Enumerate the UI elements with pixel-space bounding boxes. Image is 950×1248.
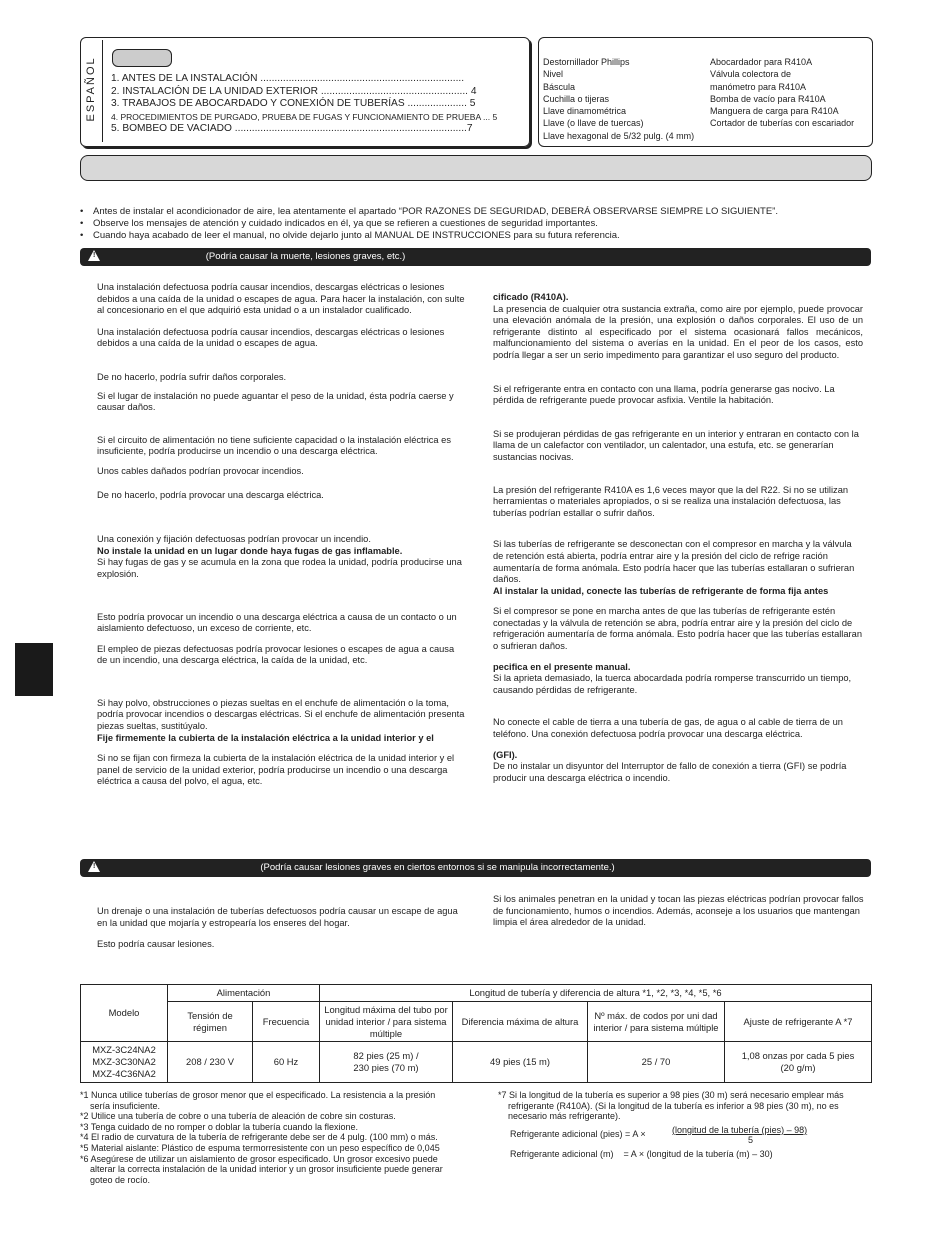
- model-name: MXZ-3C30NA2: [92, 1056, 156, 1068]
- caution-triangle-icon: !: [88, 861, 100, 872]
- intro-item: • Observe los mensajes de atención y cuidado indicados en él, ya que se refieren a cuestiones de seguridad importantes.: [80, 218, 870, 230]
- tool-item: Válvula colectora de: [710, 69, 792, 80]
- tool-item: Abocardador para R410A: [710, 57, 813, 67]
- warning-banner-text: (Podría causar la muerte, lesiones graves, etc.): [205, 251, 406, 262]
- toc-item[interactable]: 1. ANTES DE LA INSTALACIÓN ........................................................................: [111, 73, 465, 84]
- cell-line: 1,08 onzas por cada 5 pies: [741, 1050, 855, 1062]
- caution-left-column: [97, 906, 467, 951]
- caution-banner: [80, 859, 871, 877]
- table-cell: [81, 1042, 168, 1083]
- warning-paragraph: Si el lugar de instalación no puede aguantar el peso de la unidad, ésta podría caerse y causar daños.: [97, 390, 454, 413]
- cell-line: 230 pies (70 m): [353, 1062, 419, 1074]
- formula-label: Refrigerante adicional (pies) = A ×: [510, 1128, 646, 1139]
- warning-paragraph: De no hacerlo, podría provocar una descarga eléctrica.: [97, 489, 324, 500]
- table-cell: 60 Hz: [253, 1042, 320, 1083]
- warning-heading: pecifica en el presente manual.: [493, 661, 631, 672]
- warning-triangle-icon: !: [88, 250, 100, 261]
- footnote: *5 Material aislante: Plástico de espuma termorresistente con un peso específico de 0,045: [80, 1142, 440, 1153]
- table-header: Longitud máxima del tubo por unidad interior / para sistema múltiple: [320, 1001, 453, 1042]
- caution-banner-text: (Podría causar lesiones graves en ciertos entornos si se manipula incorrectamente.): [260, 862, 615, 873]
- footnote: *7 Si la longitud de la tubería es superior a 98 pies (30 m) será necesario emplear más refrigerante (R410A). (Si la longitud de la tubería es inferior a 98 pies (30 m), no es necesario más refrigerante).: [498, 1090, 844, 1122]
- tool-item: Bomba de vacío para R410A: [710, 93, 826, 104]
- intro-item: • Cuando haya acabado de leer el manual, no olvide dejarlo junto al MANUAL DE INSTRUCCIONES para su futura referencia.: [80, 230, 870, 242]
- warning-paragraph: De no instalar un disyuntor del Interruptor de fallo de conexión a tierra (GFI) se podría producir una descarga eléctrica o incendio.: [493, 761, 847, 783]
- caution-right-column: [493, 894, 865, 929]
- tools-right-list: [710, 56, 870, 130]
- formula-feet: [498, 1125, 872, 1149]
- warning-paragraph: Si las tuberías de refrigerante se desconectan con el compresor en marcha y la válvula de retención está abierta, podría entrar aire y la presión del ciclo de refrige ración aumentaría de forma anómala. Esto podría hacer que las tuberías estallaran o sufrieran daños.: [493, 539, 855, 585]
- table-header: Tensión de régimen: [168, 1001, 253, 1042]
- table-cell: 208 / 230 V: [168, 1042, 253, 1083]
- warning-paragraph: La presencia de cualquier otra sustancia extraña, como aire por ejemplo, puede provocar una elevación anómala de la presión, una explosión o daños corporales. El uso de un refrigerante distinto al especificado por el sistema ocasionará fallos mecánicos, malfuncionamiento del sistema o averías en la unidad. En el peor de los casos, esto podría llegar a ser un serio impedimento para garantizar el uso seguro del producto.: [493, 303, 863, 360]
- tool-item: Cortador de tuberías con escariador: [710, 118, 855, 129]
- warning-heading: Fije firmemente la cubierta de la instalación eléctrica a la unidad interior y el: [97, 732, 434, 743]
- table-cell: [725, 1042, 872, 1083]
- tool-item: Llave hexagonal de 5/32 pulg. (4 mm): [543, 130, 695, 141]
- chapter-tab: [15, 643, 53, 696]
- tool-item: Nivel: [543, 69, 564, 80]
- warning-paragraph: De no hacerlo, podría sufrir daños corporales.: [97, 371, 287, 382]
- table-header: Alimentación: [168, 985, 320, 1002]
- warning-paragraph: Si el circuito de alimentación no tiene suficiente capacidad o la instalación eléctrica es insuficiente, podría producirse un incendio o una descarga eléctrica.: [97, 434, 451, 457]
- table-header: Ajuste de refrigerante A *7: [725, 1001, 872, 1042]
- footnote: *2 Utilice una tubería de cobre o una tubería de aleación de cobre sin costuras.: [80, 1111, 396, 1122]
- footnotes-left: [80, 1090, 455, 1185]
- toc-item[interactable]: 2. INSTALACIÓN DE LA UNIDAD EXTERIOR .................................................... 4: [111, 85, 477, 97]
- language-tab: [82, 40, 102, 144]
- warning-heading: No instale la unidad en un lugar donde haya fugas de gas inflamable.: [97, 545, 403, 556]
- tools-left-list: [543, 56, 708, 142]
- warning-heading: Al instalar la unidad, conecte las tuberías de refrigerante de forma fija antes: [493, 585, 829, 596]
- table-row: [81, 1042, 872, 1083]
- toc-title-pill: [112, 49, 172, 67]
- warning-paragraph: Una conexión y fijación defectuosas podrían provocar un incendio.: [97, 534, 371, 545]
- warning-paragraph: Una instalación defectuosa podría causar incendios, descargas eléctricas o lesiones debidos a una caída de la unidad o escapes de agua. Para hacer la instalación, con sulte al concesionario en el que adquirió esta unidad o a un instalador cualificado.: [97, 282, 465, 316]
- tool-item: Manguera de carga para R410A: [710, 106, 839, 117]
- warning-paragraph: Una instalación defectuosa podría causar incendios, descargas eléctricas o lesiones debidos a una caída de la unidad o escapes de agua.: [97, 326, 445, 349]
- model-name: MXZ-3C24NA2: [92, 1044, 156, 1056]
- toc-item[interactable]: 3. TRABAJOS DE ABOCARDADO Y CONEXIÓN DE TUBERÍAS ..................... 5: [111, 98, 476, 109]
- intro-list: [80, 206, 870, 242]
- caution-paragraph: Un drenaje o una instalación de tuberías defectuosos podría causar un escape de agua en la unidad que mojaría y estropearía los enseres del hogar.: [97, 906, 458, 928]
- toc-divider: [102, 40, 103, 142]
- cell-line: (20 g/m): [780, 1062, 816, 1074]
- warning-paragraph: El empleo de piezas defectuosas podría provocar lesiones o escapes de agua a causa de un incendio, una descarga eléctrica, la caída de la unidad, etc.: [97, 643, 455, 666]
- warning-paragraph: Esto podría provocar un incendio o una descarga eléctrica a causa de un contacto o un aislamiento defectuoso, un exceso de corriente, etc.: [97, 611, 457, 634]
- model-name: MXZ-4C36NA2: [92, 1068, 156, 1080]
- footnotes-right: [498, 1090, 872, 1159]
- intro-item: • Antes de instalar el acondicionador de aire, lea atentamente el apartado “POR RAZONES DE SEGURIDAD, DEBERÁ OBSERVARSE SIEMPRE LO SIGUIENTE”.: [80, 206, 870, 218]
- toc-item[interactable]: 4. PROCEDIMIENTOS DE PURGADO, PRUEBA DE FUGAS Y FUNCIONAMIENTO DE PRUEBA ... 5: [111, 111, 498, 122]
- table-header: Diferencia máxima de altura: [453, 1001, 588, 1042]
- tool-item: Destornillador Phillips: [543, 57, 630, 67]
- section-header-bar: [80, 155, 872, 181]
- footnote: *6 Asegúrese de utilizar un aislamiento de grosor especificado. Un grosor excesivo puede alterar la correcta instalación de la unidad interior y un grosor insuficiente puede generar goteo de rocío.: [80, 1153, 443, 1185]
- toc-item[interactable]: 5. BOMBEO DE VACIADO ..................................................................................7: [111, 123, 473, 134]
- formula-numerator: (longitud de la tubería (pies) – 98): [672, 1124, 808, 1135]
- warning-paragraph: Si el refrigerante entra en contacto con una llama, podría generarse gas nocivo. La pérdida de refrigerante puede provocar asfixia. Ventile la habitación.: [493, 383, 835, 406]
- footnote: *1 Nunca utilice tuberías de grosor menor que el especificado. La resistencia a la presión sería insuficiente.: [80, 1090, 436, 1111]
- warning-paragraph: Si hay fugas de gas y se acumula en la zona que rodea la unidad, podría producirse una explosión.: [97, 557, 462, 579]
- warning-paragraph: No conecte el cable de tierra a una tubería de gas, de agua o al cable de tierra de un teléfono. Una conexión defectuosa podría provocar una descarga eléctrica.: [493, 717, 843, 740]
- footnote: *3 Tenga cuidado de no romper o doblar la tubería cuando la flexione.: [80, 1121, 359, 1132]
- table-header: Longitud de tubería y diferencia de altura *1, *2, *3, *4, *5, *6: [320, 985, 872, 1002]
- table-cell: 25 / 70: [588, 1042, 725, 1083]
- table-header: Frecuencia: [253, 1001, 320, 1042]
- warning-left-column: [97, 282, 467, 788]
- warning-paragraph: Si no se fijan con firmeza la cubierta de la instalación eléctrica de la unidad interior y el panel de servicio de la unidad exterior, podría producirse un incendio o una descarga eléctrica a causa del polvo, el agua, etc.: [97, 753, 455, 787]
- warning-heading: (GFI).: [493, 749, 518, 760]
- warning-paragraph: Si hay polvo, obstrucciones o piezas sueltas en el enchufe de alimentación o la toma, podría provocar incendios o descargas eléctricas. Si el enchufe de alimentación presenta piezas sueltas, sustitúyalo.: [97, 697, 465, 732]
- warning-banner: [80, 248, 871, 266]
- table-cell: 49 pies (15 m): [453, 1042, 588, 1083]
- spec-table: [80, 984, 872, 1083]
- tool-item: manómetro para R410A: [710, 81, 807, 92]
- caution-paragraph: Si los animales penetran en la unidad y tocan las piezas eléctricas podrían provocar fallos de funcionamiento, humos o incendios. Además, aconseje a los usuarios que mantengan limpia el área alrededor de la unidad.: [493, 894, 864, 928]
- tool-item: Llave (o llave de tuercas): [543, 118, 644, 129]
- warning-paragraph: Si la aprieta demasiado, la tuerca abocardada podría romperse transcurrido un tiempo, causando pérdidas de refrigerante.: [493, 673, 852, 695]
- warning-paragraph: Si se produjeran pérdidas de gas refrigerante en un interior y entraran en contacto con la llama de un calefactor con ventilador, un calentador, una estufa, etc. se generarían sustancias nocivas.: [493, 428, 859, 462]
- warning-paragraph: La presión del refrigerante R410A es 1,6 veces mayor que la del R22. Si no se utilizan herramientas o materiales apropiados, o si se realiza una instalación defectuosa, las tuberías podrían estallar o sufrir daños.: [493, 484, 849, 518]
- table-header: Modelo: [81, 985, 168, 1042]
- footnote: *4 El radio de curvatura de la tubería de refrigerante debe ser de 4 pulg. (100 mm) o más.: [80, 1132, 438, 1143]
- warning-paragraph: Si el compresor se pone en marcha antes de que las tuberías de refrigerante estén conectadas y la válvula de retención se abra, podría entrar aire y la presión del ciclo de refrigeración aumentaría de forma anómala. Esto podría hacer que las tuberías estallaran o sufrieran daños.: [493, 606, 862, 652]
- formula-meters: Refrigerante adicional (m) = A × (longitud de la tubería (m) – 30): [510, 1148, 773, 1159]
- cell-line: 82 pies (25 m) /: [353, 1050, 419, 1062]
- table-cell: [320, 1042, 453, 1083]
- table-header: Nº máx. de codos por uni dad interior / para sistema múltiple: [588, 1001, 725, 1042]
- caution-paragraph: Esto podría causar lesiones.: [97, 939, 215, 950]
- warning-paragraph: Unos cables dañados podrían provocar incendios.: [97, 465, 304, 476]
- formula-denominator: 5: [748, 1134, 754, 1145]
- tool-item: Cuchilla o tijeras: [543, 93, 610, 104]
- warning-heading: cificado (R410A).: [493, 292, 569, 302]
- tool-item: Báscula: [543, 81, 576, 92]
- language-label: ESPAÑOL: [85, 56, 98, 122]
- warning-right-column: [493, 292, 863, 784]
- toc-list: [111, 73, 501, 136]
- tool-item: Llave dinamométrica: [543, 106, 627, 117]
